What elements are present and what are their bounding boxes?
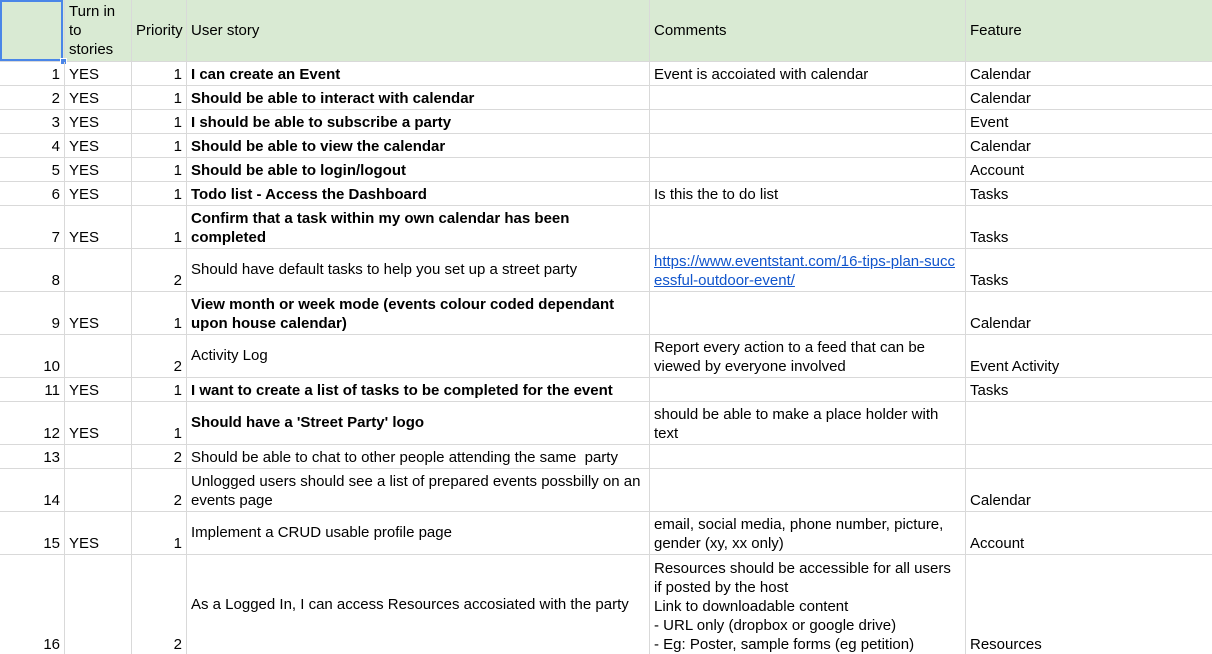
priority-cell[interactable]: 2: [132, 249, 187, 291]
feature-cell[interactable]: Tasks: [970, 229, 1009, 246]
priority-cell[interactable]: 2: [132, 445, 187, 468]
row-number[interactable]: 11: [0, 378, 65, 401]
feature-cell[interactable]: Calendar: [970, 492, 1031, 509]
comments-cell[interactable]: Is this the to do list: [650, 182, 966, 205]
turn-in-cell[interactable]: YES: [65, 206, 132, 248]
priority-cell[interactable]: 1: [132, 86, 187, 109]
table-row: [0, 158, 1212, 182]
priority-cell[interactable]: 2: [132, 469, 187, 511]
feature-cell[interactable]: Tasks: [970, 272, 1009, 289]
comments-cell[interactable]: [650, 158, 966, 181]
row-number[interactable]: 12: [0, 402, 65, 444]
comments-cell[interactable]: [650, 206, 966, 248]
row-number[interactable]: 6: [0, 182, 65, 205]
table-row: [0, 555, 1212, 654]
header-turn-in[interactable]: Turn in to stories: [65, 0, 132, 61]
comments-cell[interactable]: [650, 292, 966, 334]
turn-in-cell[interactable]: [65, 469, 132, 511]
user-story-cell[interactable]: Implement a CRUD usable profile page: [187, 512, 650, 554]
turn-in-cell[interactable]: YES: [65, 86, 132, 109]
feature-cell[interactable]: Calendar: [970, 66, 1031, 83]
turn-in-cell[interactable]: YES: [65, 402, 132, 444]
table-row: [0, 378, 1212, 402]
user-story-cell[interactable]: Activity Log: [187, 335, 650, 377]
turn-in-cell[interactable]: YES: [65, 110, 132, 133]
table-row: [0, 512, 1212, 555]
turn-in-cell[interactable]: [65, 249, 132, 291]
priority-cell[interactable]: 1: [132, 182, 187, 205]
user-story-cell[interactable]: Should be able to view the calendar: [187, 134, 650, 157]
comments-cell[interactable]: [650, 469, 966, 511]
priority-cell[interactable]: 1: [132, 134, 187, 157]
turn-in-cell[interactable]: YES: [65, 378, 132, 401]
feature-cell[interactable]: [966, 445, 1212, 468]
table-row: [0, 335, 1212, 378]
priority-cell[interactable]: 1: [132, 378, 187, 401]
user-story-cell[interactable]: Should be able to login/logout: [187, 158, 650, 181]
priority-cell[interactable]: 1: [132, 62, 187, 85]
row-number[interactable]: 4: [0, 134, 65, 157]
turn-in-cell[interactable]: YES: [65, 134, 132, 157]
row-number[interactable]: 8: [0, 249, 65, 291]
turn-in-cell[interactable]: YES: [65, 182, 132, 205]
table-row: [0, 182, 1212, 206]
comments-cell[interactable]: should be able to make a place holder with text: [650, 402, 966, 444]
turn-in-cell[interactable]: [65, 445, 132, 468]
turn-in-cell[interactable]: YES: [65, 292, 132, 334]
row-number[interactable]: 1: [0, 62, 65, 85]
priority-cell[interactable]: 1: [132, 402, 187, 444]
user-story-cell[interactable]: View month or week mode (events colour coded dependant upon house calendar): [187, 292, 650, 334]
row-number[interactable]: 7: [0, 206, 65, 248]
comment-link[interactable]: https://www.eventstant.com/16-tips-plan-successful-outdoor-event/: [654, 253, 955, 289]
feature-cell[interactable]: Calendar: [970, 315, 1031, 332]
feature-cell[interactable]: Calendar: [970, 90, 1031, 107]
row-number[interactable]: 16: [0, 555, 65, 654]
feature-cell[interactable]: Tasks: [970, 382, 1009, 399]
feature-cell[interactable]: Event: [970, 114, 1009, 131]
comments-cell[interactable]: [650, 249, 966, 291]
table-row: [0, 402, 1212, 445]
cell-selection-outline: [0, 0, 63, 61]
comments-cell[interactable]: [650, 445, 966, 468]
user-story-cell[interactable]: I want to create a list of tasks to be completed for the event: [187, 378, 650, 401]
header-comments[interactable]: Comments: [650, 0, 966, 61]
feature-cell[interactable]: Resources: [970, 636, 1042, 653]
turn-in-cell[interactable]: YES: [65, 512, 132, 554]
table-row: [0, 86, 1212, 110]
feature-cell[interactable]: Account: [970, 535, 1025, 552]
comments-cell[interactable]: [650, 110, 966, 133]
table-row: [0, 206, 1212, 249]
priority-cell[interactable]: 1: [132, 206, 187, 248]
user-story-cell[interactable]: Should have a 'Street Party' logo: [187, 402, 650, 444]
header-row: [0, 0, 1212, 62]
table-row: [0, 110, 1212, 134]
table-row: [0, 62, 1212, 86]
user-story-cell[interactable]: Should have default tasks to help you set up a street party: [187, 249, 650, 291]
feature-cell[interactable]: [966, 402, 1212, 444]
priority-cell[interactable]: 1: [132, 292, 187, 334]
table-row: [0, 134, 1212, 158]
row-number[interactable]: 10: [0, 335, 65, 377]
user-story-cell[interactable]: Confirm that a task within my own calendar has been completed: [187, 206, 650, 248]
comments-cell[interactable]: Report every action to a feed that can be viewed by everyone involved: [650, 335, 966, 377]
header-user-story[interactable]: User story: [187, 0, 650, 61]
comments-cell[interactable]: [650, 86, 966, 109]
header-priority[interactable]: Priority: [132, 0, 187, 61]
user-story-cell[interactable]: I can create an Event: [187, 62, 650, 85]
priority-cell[interactable]: 2: [132, 555, 187, 654]
feature-cell[interactable]: Event Activity: [970, 358, 1060, 375]
turn-in-cell[interactable]: [65, 335, 132, 377]
table-row: [0, 292, 1212, 335]
feature-cell[interactable]: Tasks: [970, 186, 1009, 203]
comments-cell[interactable]: [650, 378, 966, 401]
row-number[interactable]: 15: [0, 512, 65, 554]
comments-cell[interactable]: email, social media, phone number, picture, gender (xy, xx only): [650, 512, 966, 554]
user-story-cell[interactable]: Should be able to chat to other people attending the same party: [187, 445, 650, 468]
row-number[interactable]: 14: [0, 469, 65, 511]
turn-in-cell[interactable]: YES: [65, 158, 132, 181]
turn-in-cell[interactable]: [65, 555, 132, 654]
user-story-cell[interactable]: Should be able to interact with calendar: [187, 86, 650, 109]
comments-cell[interactable]: Event is accoiated with calendar: [650, 62, 966, 85]
row-number[interactable]: 2: [0, 86, 65, 109]
comments-cell[interactable]: Resources should be accessible for all users if posted by the host Link to downloadable content - URL only (dropbox or google drive) - Eg: Poster, sample forms (eg petition): [650, 555, 966, 654]
header-feature[interactable]: Feature: [970, 22, 1022, 39]
row-number[interactable]: 13: [0, 445, 65, 468]
priority-cell[interactable]: 1: [132, 158, 187, 181]
feature-cell[interactable]: Account: [970, 162, 1025, 179]
turn-in-cell[interactable]: YES: [65, 62, 132, 85]
priority-cell[interactable]: 1: [132, 110, 187, 133]
feature-cell[interactable]: Calendar: [970, 138, 1031, 155]
comments-cell[interactable]: [650, 134, 966, 157]
table-row: [0, 445, 1212, 469]
row-number[interactable]: 9: [0, 292, 65, 334]
row-number[interactable]: 5: [0, 158, 65, 181]
user-story-cell[interactable]: Unlogged users should see a list of prepared events possbilly on an events page: [187, 469, 650, 511]
priority-cell[interactable]: 1: [132, 512, 187, 554]
row-number[interactable]: 3: [0, 110, 65, 133]
user-story-cell[interactable]: As a Logged In, I can access Resources accosiated with the party: [187, 555, 650, 654]
priority-cell[interactable]: 2: [132, 335, 187, 377]
table-row: [0, 249, 1212, 292]
user-story-cell[interactable]: Todo list - Access the Dashboard: [187, 182, 650, 205]
user-story-cell[interactable]: I should be able to subscribe a party: [187, 110, 650, 133]
table-row: [0, 469, 1212, 512]
